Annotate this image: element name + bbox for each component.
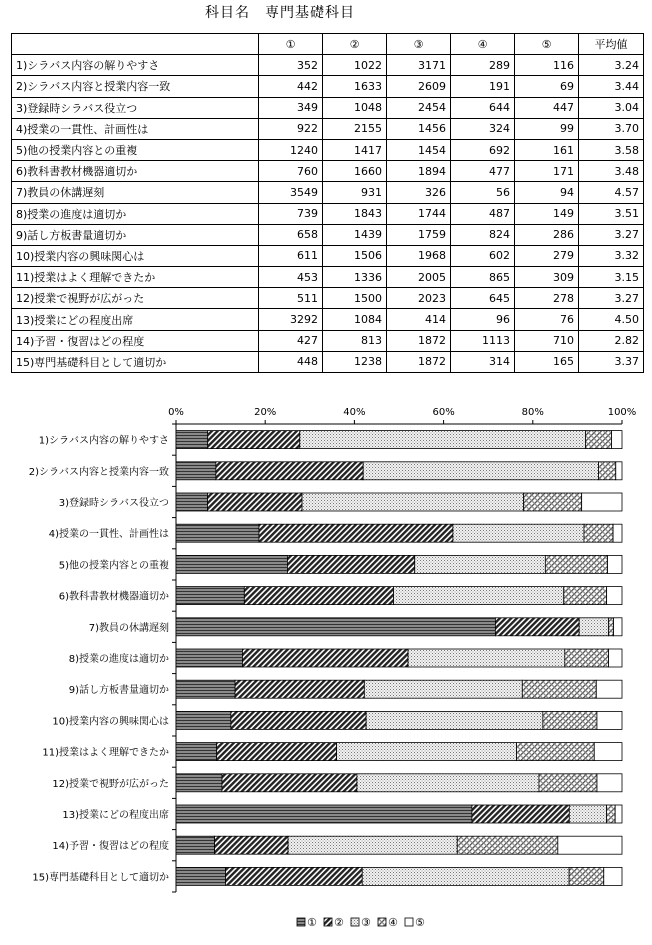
count-cell: 692 — [451, 139, 515, 160]
average-cell: 3.58 — [579, 139, 644, 160]
count-cell: 326 — [387, 182, 451, 203]
count-cell: 2005 — [387, 267, 451, 288]
legend-swatch — [324, 918, 332, 926]
category-label: 2)シラバス内容と授業内容一致 — [28, 466, 169, 478]
average-cell: 3.48 — [579, 161, 644, 182]
table-row — [12, 245, 644, 266]
count-cell: 56 — [451, 182, 515, 203]
bar-segment-4 — [607, 805, 616, 823]
count-cell: 511 — [259, 288, 323, 309]
bar-segment-3 — [363, 462, 598, 480]
column-header — [12, 34, 259, 55]
category-label: 4)授業の一貫性、計画性は — [48, 529, 169, 541]
bar-segment-3 — [569, 805, 606, 823]
bar-segment-4 — [565, 649, 609, 667]
bar-segment-1 — [176, 649, 242, 667]
x-tick-label: 60% — [432, 407, 455, 418]
bar-segment-2 — [225, 867, 362, 885]
stacked-bar-chart — [0, 398, 652, 945]
table-row — [12, 351, 644, 372]
count-cell: 739 — [259, 203, 323, 224]
bar-segment-4 — [524, 493, 582, 511]
average-cell: 3.27 — [579, 224, 644, 245]
count-cell: 931 — [323, 182, 387, 203]
bars-group — [176, 431, 622, 886]
count-cell: 611 — [259, 245, 323, 266]
count-cell: 477 — [451, 161, 515, 182]
bar-segment-3 — [366, 711, 543, 729]
count-cell: 414 — [387, 309, 451, 330]
bar-segment-2 — [287, 555, 414, 573]
average-cell: 3.27 — [579, 288, 644, 309]
table-row — [12, 288, 644, 309]
count-cell: 1336 — [323, 267, 387, 288]
category-label: 9)話し方板書量適切か — [68, 685, 169, 697]
bar-segment-5 — [615, 805, 622, 823]
bar-segment-1 — [176, 774, 222, 792]
table-row — [12, 224, 644, 245]
bar-segment-1 — [176, 555, 287, 573]
count-cell: 487 — [451, 203, 515, 224]
legend-swatch — [297, 918, 305, 926]
average-cell: 3.44 — [579, 76, 644, 97]
count-cell: 813 — [323, 330, 387, 351]
x-tick-label: 0% — [168, 407, 184, 418]
count-cell: 710 — [515, 330, 579, 351]
column-header: ① — [259, 34, 323, 55]
bar-segment-2 — [217, 743, 337, 761]
category-label: 11)授業はよく理解できたか — [42, 747, 169, 759]
count-cell: 2454 — [387, 97, 451, 118]
bar-segment-2 — [472, 805, 569, 823]
bar-segment-2 — [216, 462, 363, 480]
table-row — [12, 267, 644, 288]
bar-segment-4 — [599, 462, 616, 480]
count-cell: 824 — [451, 224, 515, 245]
count-cell: 279 — [515, 245, 579, 266]
bar-segment-1 — [176, 431, 208, 449]
category-label: 6)教科書教材機器適切か — [58, 591, 169, 603]
count-cell: 149 — [515, 203, 579, 224]
table-row — [12, 97, 644, 118]
count-cell: 278 — [515, 288, 579, 309]
count-cell: 289 — [451, 55, 515, 76]
bar-segment-1 — [176, 743, 217, 761]
count-cell: 349 — [259, 97, 323, 118]
count-cell: 658 — [259, 224, 323, 245]
count-cell: 453 — [259, 267, 323, 288]
bar-segment-2 — [235, 680, 364, 698]
count-cell: 1238 — [323, 351, 387, 372]
bar-segment-5 — [604, 867, 622, 885]
category-label: 15)専門基礎科目として適切か — [32, 872, 169, 884]
bar-segment-4 — [584, 524, 613, 542]
bar-segment-1 — [176, 618, 495, 636]
count-cell: 1454 — [387, 139, 451, 160]
category-label: 14)予習・復習はどの程度 — [52, 841, 169, 853]
bar-segment-1 — [176, 805, 472, 823]
bar-segment-3 — [579, 618, 608, 636]
average-cell: 2.82 — [579, 330, 644, 351]
table-row — [12, 55, 644, 76]
count-cell: 1500 — [323, 288, 387, 309]
x-tick-label: 100% — [607, 407, 637, 418]
average-cell: 3.04 — [579, 97, 644, 118]
table-row — [12, 330, 644, 351]
count-cell: 2155 — [323, 118, 387, 139]
count-cell: 116 — [515, 55, 579, 76]
row-label: 6)教科書教材機器適切か — [12, 161, 259, 182]
count-cell: 1872 — [387, 330, 451, 351]
count-cell: 76 — [515, 309, 579, 330]
count-cell: 1506 — [323, 245, 387, 266]
bar-segment-2 — [222, 774, 357, 792]
bar-segment-2 — [215, 836, 288, 854]
page-title: 科目名 専門基礎科目 — [205, 5, 355, 21]
table-row — [12, 161, 644, 182]
count-cell: 352 — [259, 55, 323, 76]
bar-segment-4 — [539, 774, 597, 792]
row-label: 8)授業の進度は適切か — [12, 203, 259, 224]
count-cell: 3292 — [259, 309, 323, 330]
x-tick-label: 20% — [254, 407, 277, 418]
row-label: 2)シラバス内容と授業内容一致 — [12, 76, 259, 97]
count-cell: 645 — [451, 288, 515, 309]
row-label: 9)話し方板書量適切か — [12, 224, 259, 245]
bar-segment-3 — [337, 743, 517, 761]
column-header: ③ — [387, 34, 451, 55]
bar-segment-3 — [415, 555, 546, 573]
bar-segment-5 — [596, 680, 622, 698]
count-cell: 442 — [259, 76, 323, 97]
average-cell: 3.32 — [579, 245, 644, 266]
legend-swatch — [378, 918, 386, 926]
bar-segment-2 — [208, 431, 300, 449]
bar-segment-5 — [558, 836, 622, 854]
count-cell: 3549 — [259, 182, 323, 203]
bar-segment-2 — [244, 587, 393, 605]
bar-segment-4 — [457, 836, 558, 854]
bar-segment-3 — [394, 587, 564, 605]
count-cell: 602 — [451, 245, 515, 266]
count-cell: 1968 — [387, 245, 451, 266]
bar-segment-4 — [522, 680, 596, 698]
bar-segment-4 — [543, 711, 597, 729]
count-cell: 1894 — [387, 161, 451, 182]
count-cell: 324 — [451, 118, 515, 139]
count-cell: 161 — [515, 139, 579, 160]
bar-segment-1 — [176, 711, 231, 729]
count-cell: 96 — [451, 309, 515, 330]
bar-segment-5 — [608, 555, 622, 573]
count-cell: 3171 — [387, 55, 451, 76]
count-cell: 1084 — [323, 309, 387, 330]
row-label: 14)予習・復習はどの程度 — [12, 330, 259, 351]
bar-segment-1 — [176, 587, 244, 605]
bar-segment-1 — [176, 836, 215, 854]
bar-segment-5 — [594, 743, 622, 761]
legend-label: ④ — [388, 916, 398, 929]
category-label: 5)他の授業内容との重複 — [58, 560, 169, 572]
count-cell: 760 — [259, 161, 323, 182]
average-cell: 3.15 — [579, 267, 644, 288]
legend — [297, 916, 425, 929]
bar-segment-1 — [176, 524, 259, 542]
category-label: 8)授業の進度は適切か — [68, 654, 169, 665]
category-label: 12)授業で視野が広がった — [52, 778, 169, 790]
category-labels — [29, 434, 169, 884]
survey-table — [11, 33, 644, 373]
category-label: 3)登録時シラバス役立つ — [58, 498, 169, 509]
average-cell: 3.37 — [579, 351, 644, 372]
bar-segment-5 — [597, 774, 622, 792]
table-row — [12, 182, 644, 203]
legend-swatch — [405, 918, 413, 926]
count-cell: 94 — [515, 182, 579, 203]
row-label: 15)専門基礎科目として適切か — [12, 351, 259, 372]
row-label: 5)他の授業内容との重複 — [12, 139, 259, 160]
count-cell: 1843 — [323, 203, 387, 224]
count-cell: 1872 — [387, 351, 451, 372]
count-cell: 286 — [515, 224, 579, 245]
row-label: 13)授業にどの程度出席 — [12, 309, 259, 330]
legend-label: ③ — [361, 916, 371, 929]
average-cell: 3.70 — [579, 118, 644, 139]
column-header: ④ — [451, 34, 515, 55]
bar-segment-5 — [614, 618, 622, 636]
average-cell: 3.24 — [579, 55, 644, 76]
column-header: 平均値 — [579, 34, 644, 55]
bar-segment-3 — [357, 774, 539, 792]
category-label: 7)教員の休講遅刻 — [88, 622, 169, 634]
bar-segment-1 — [176, 867, 225, 885]
count-cell: 165 — [515, 351, 579, 372]
count-cell: 448 — [259, 351, 323, 372]
count-cell: 1417 — [323, 139, 387, 160]
bar-segment-3 — [408, 649, 565, 667]
bar-segment-5 — [613, 524, 622, 542]
count-cell: 1240 — [259, 139, 323, 160]
count-cell: 314 — [451, 351, 515, 372]
count-cell: 922 — [259, 118, 323, 139]
count-cell: 1456 — [387, 118, 451, 139]
row-label: 1)シラバス内容の解りやすさ — [12, 55, 259, 76]
bar-segment-2 — [231, 711, 366, 729]
bar-segment-3 — [300, 431, 586, 449]
row-label: 7)教員の休講遅刻 — [12, 182, 259, 203]
count-cell: 1022 — [323, 55, 387, 76]
bar-segment-1 — [176, 680, 235, 698]
count-cell: 171 — [515, 161, 579, 182]
row-label: 10)授業内容の興味関心は — [12, 245, 259, 266]
bar-segment-2 — [207, 493, 302, 511]
count-cell: 447 — [515, 97, 579, 118]
bar-segment-4 — [586, 431, 612, 449]
table-row — [12, 309, 644, 330]
bar-segment-1 — [176, 493, 207, 511]
bar-segment-5 — [609, 649, 622, 667]
count-cell: 1660 — [323, 161, 387, 182]
legend-label: ⑤ — [415, 916, 425, 929]
count-cell: 1048 — [323, 97, 387, 118]
x-tick-label: 40% — [343, 407, 366, 418]
count-cell: 1439 — [323, 224, 387, 245]
bar-segment-2 — [259, 524, 453, 542]
category-label: 13)授業にどの程度出席 — [62, 810, 169, 821]
bar-segment-5 — [582, 493, 622, 511]
bar-segment-4 — [517, 743, 595, 761]
count-cell: 2609 — [387, 76, 451, 97]
count-cell: 1744 — [387, 203, 451, 224]
average-cell: 4.57 — [579, 182, 644, 203]
count-cell: 644 — [451, 97, 515, 118]
count-cell: 191 — [451, 76, 515, 97]
legend-swatch — [351, 918, 359, 926]
bar-segment-5 — [616, 462, 622, 480]
count-cell: 1633 — [323, 76, 387, 97]
table-row — [12, 118, 644, 139]
table-header-row — [12, 34, 644, 55]
category-label: 1)シラバス内容の解りやすさ — [38, 435, 169, 447]
count-cell: 309 — [515, 267, 579, 288]
bar-segment-5 — [607, 587, 622, 605]
average-cell: 3.51 — [579, 203, 644, 224]
bar-segment-3 — [453, 524, 584, 542]
count-cell: 1113 — [451, 330, 515, 351]
bar-segment-3 — [288, 836, 457, 854]
row-label: 4)授業の一貫性、計画性は — [12, 118, 259, 139]
row-label: 3)登録時シラバス役立つ — [12, 97, 259, 118]
count-cell: 2023 — [387, 288, 451, 309]
average-cell: 4.50 — [579, 309, 644, 330]
bar-segment-3 — [302, 493, 523, 511]
bar-segment-2 — [242, 649, 408, 667]
column-header: ⑤ — [515, 34, 579, 55]
category-label: 10)授業内容の興味関心は — [52, 716, 169, 728]
bar-segment-3 — [364, 680, 522, 698]
bar-segment-4 — [609, 618, 614, 636]
bar-segment-5 — [597, 711, 622, 729]
count-cell: 1759 — [387, 224, 451, 245]
column-header: ② — [323, 34, 387, 55]
row-label: 11)授業はよく理解できたか — [12, 267, 259, 288]
bar-segment-5 — [612, 431, 622, 449]
table-row — [12, 139, 644, 160]
bar-segment-2 — [495, 618, 579, 636]
bar-segment-4 — [545, 555, 607, 573]
bar-segment-4 — [569, 867, 604, 885]
legend-label: ② — [334, 916, 344, 929]
table-row — [12, 203, 644, 224]
bar-segment-1 — [176, 462, 216, 480]
legend-label: ① — [307, 916, 317, 929]
table-row — [12, 76, 644, 97]
count-cell: 865 — [451, 267, 515, 288]
count-cell: 427 — [259, 330, 323, 351]
row-label: 12)授業で視野が広がった — [12, 288, 259, 309]
bar-segment-4 — [564, 587, 607, 605]
bar-segment-3 — [362, 867, 569, 885]
count-cell: 69 — [515, 76, 579, 97]
x-tick-label: 80% — [521, 407, 544, 418]
count-cell: 99 — [515, 118, 579, 139]
